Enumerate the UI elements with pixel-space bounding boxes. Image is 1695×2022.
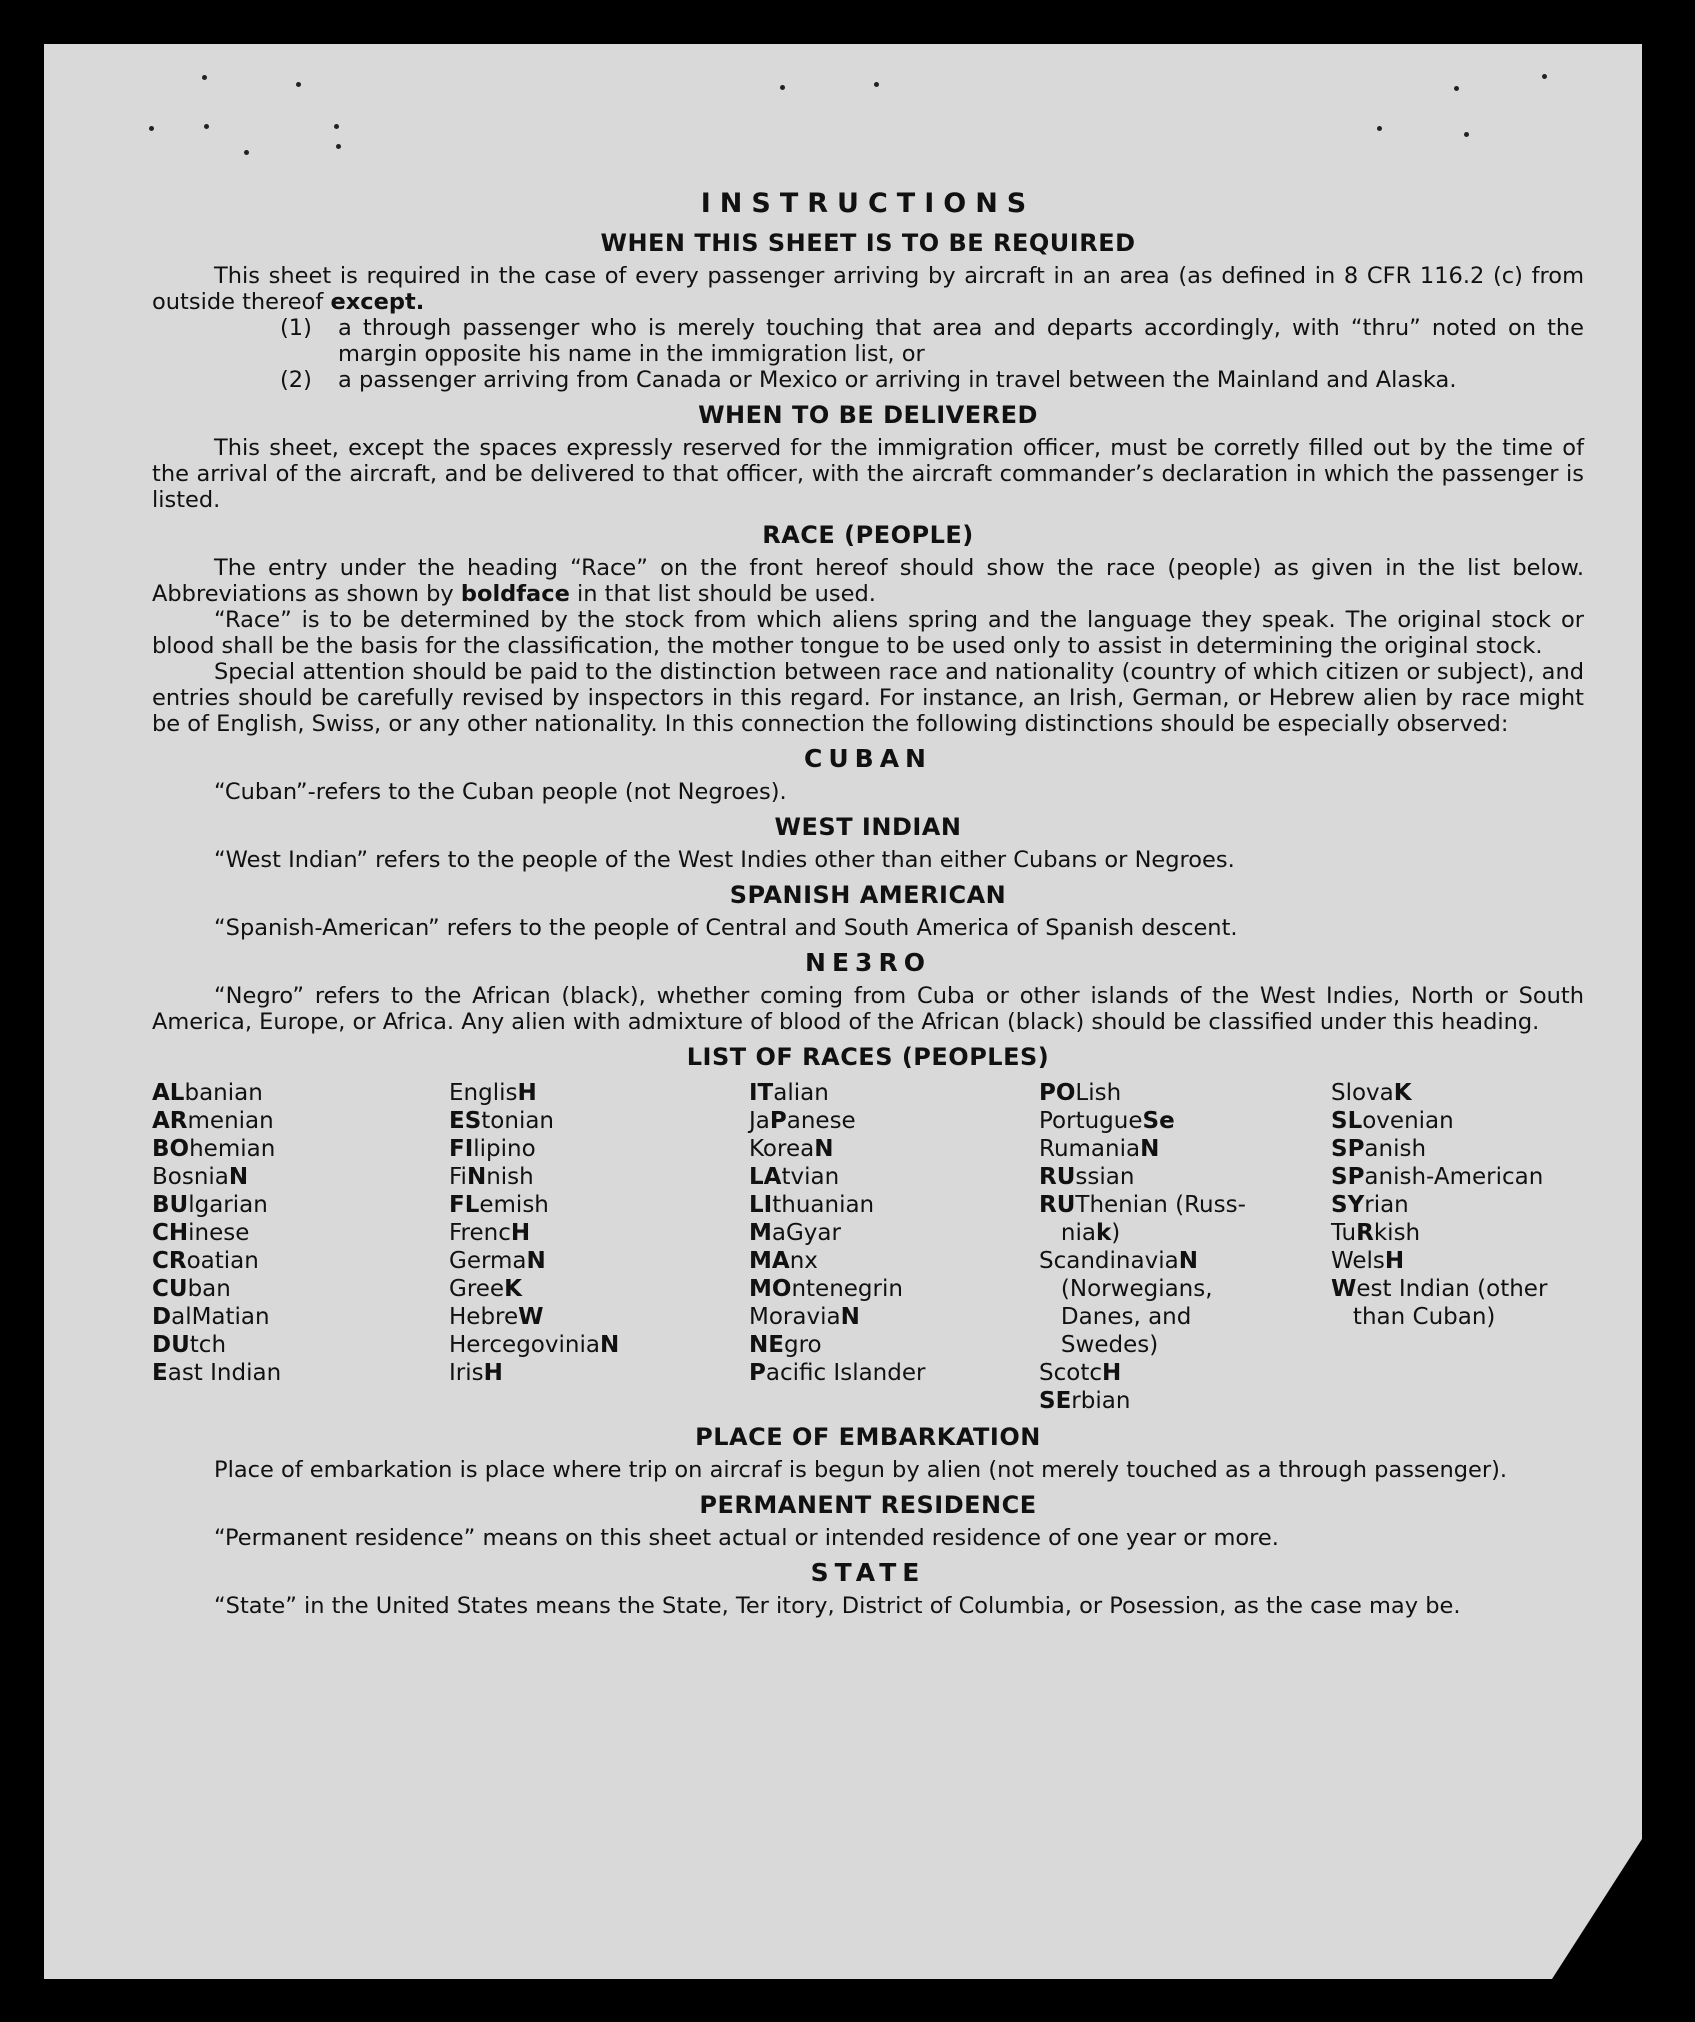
race-entry: FiNnish	[449, 1164, 534, 1190]
race-entry: DUtch	[152, 1332, 227, 1358]
race-entry: MoraviaN	[749, 1304, 860, 1330]
race-entry: NEgro	[749, 1332, 822, 1358]
speck	[1542, 74, 1547, 79]
speck	[1454, 86, 1459, 91]
race-column	[152, 1079, 449, 1415]
race-entry: GreeK	[449, 1276, 522, 1302]
list-item: (1) a through passenger who is merely touching that area and departs accordingly, with “thru” noted on the margin opposite his name in the immigration list, or	[280, 315, 1584, 367]
paragraph: Special attention should be paid to the distinction between race and nationality (country of which citizen or subject), and entries should be carefully revised by inspectors in this regard. For instance, an Irish, German, or Hebrew alien by race might be of English, Swiss, or any other nationality. In this connection the following distinctions should be especially observed:	[152, 659, 1584, 737]
race-entry: LAtvian	[749, 1164, 840, 1190]
paragraph: “Permanent residence” means on this sheet actual or intended residence of one year or more.	[214, 1525, 1279, 1551]
paragraph: “Spanish-American” refers to the people of Central and South America of Spanish descent.	[214, 915, 1238, 941]
speck	[780, 85, 785, 90]
race-entry: HercegoviniaN	[449, 1332, 620, 1358]
race-entry: JaPanese	[749, 1108, 856, 1134]
section-heading: PLACE OF EMBARKATION	[695, 1423, 1041, 1451]
section-heading: WHEN TO BE DELIVERED	[698, 401, 1038, 429]
speck	[149, 126, 154, 131]
section-heading: WHEN THIS SHEET IS TO BE REQUIRED	[600, 229, 1136, 257]
race-entry: RUThenian (Russ-	[1039, 1192, 1246, 1218]
race-entry: ALbanian	[152, 1080, 263, 1106]
paragraph: “State” in the United States means the State, Ter itory, District of Columbia, or Posession, as the case may be.	[214, 1593, 1461, 1619]
section-heading: NE3RO	[805, 948, 931, 977]
race-entry: FIlipino	[449, 1136, 536, 1162]
race-entry: FLemish	[449, 1192, 549, 1218]
paragraph: “Race” is to be determined by the stock from which aliens spring and the language they speak. The original stock or blood shall be the basis for the classification, the mother tongue to be used only to assist in determining the original stock.	[152, 607, 1584, 659]
race-entry: POLish	[1039, 1080, 1122, 1106]
race-entry: CRoatian	[152, 1248, 259, 1274]
section-heading: RACE (PEOPLE)	[762, 521, 974, 549]
race-entry: BUlgarian	[152, 1192, 268, 1218]
speck	[1464, 132, 1469, 137]
speck	[874, 82, 879, 87]
race-entry: MOntenegrin	[749, 1276, 903, 1302]
race-column	[449, 1079, 749, 1415]
race-entry: PortugueSe	[1039, 1108, 1175, 1134]
section-heading: WEST INDIAN	[774, 813, 962, 841]
section-heading: PERMANENT RESIDENCE	[699, 1491, 1037, 1519]
folded-corner	[1552, 1839, 1642, 1979]
race-column	[1039, 1079, 1331, 1415]
race-entry: LIthuanian	[749, 1192, 875, 1218]
race-entry: West Indian (other	[1331, 1276, 1548, 1302]
paragraph: This sheet, except the spaces expressly reserved for the immigration officer, must be corretly filled out by the time of the arrival of the aircraft, and be delivered to that officer, with the aircraft commander’s declaration in which the passenger is listed.	[152, 435, 1584, 513]
race-entry: ITalian	[749, 1080, 829, 1106]
race-entry: DalMatian	[152, 1304, 270, 1330]
race-entry: SPanish	[1331, 1136, 1427, 1162]
race-entry: WelsH	[1331, 1248, 1405, 1274]
instructions-content	[152, 187, 1584, 1619]
race-entry: (Norwegians,	[1039, 1276, 1213, 1302]
race-entry: HebreW	[449, 1304, 544, 1330]
race-entry: ScotcH	[1039, 1360, 1122, 1386]
list-item: (2) a passenger arriving from Canada or Mexico or arriving in travel between the Mainland and Alaska.	[280, 367, 1457, 393]
race-entry: niak)	[1039, 1220, 1121, 1246]
race-entry: SErbian	[1039, 1388, 1131, 1414]
race-entry: SlovaK	[1331, 1080, 1412, 1106]
section-heading: STATE	[810, 1558, 926, 1587]
paragraph: “Cuban”-refers to the Cuban people (not Negroes).	[214, 779, 787, 805]
race-entry: TuRkish	[1331, 1220, 1421, 1246]
speck	[204, 124, 209, 129]
exception-list	[280, 315, 1584, 393]
race-column	[749, 1079, 1039, 1415]
race-entry: ScandinaviaN	[1039, 1248, 1198, 1274]
race-entry: BosniaN	[152, 1164, 249, 1190]
race-entry: Pacific Islander	[749, 1360, 926, 1386]
race-entry: BOhemian	[152, 1136, 276, 1162]
race-entry: SYrian	[1331, 1192, 1409, 1218]
speck	[1377, 126, 1382, 131]
race-list	[152, 1079, 1584, 1415]
speck	[202, 75, 207, 80]
section-heading: LIST OF RACES (PEOPLES)	[686, 1043, 1050, 1071]
race-entry: IrisH	[449, 1360, 503, 1386]
race-entry: EStonian	[449, 1108, 555, 1134]
paragraph: “Negro” refers to the African (black), whether coming from Cuba or other islands of the West Indies, North or South America, Europe, or Africa. Any alien with admixture of blood of the African (black) should be classified under this heading.	[152, 983, 1584, 1035]
race-entry: SPanish-American	[1331, 1164, 1544, 1190]
race-entry: MAnx	[749, 1248, 818, 1274]
race-entry: GermaN	[449, 1248, 546, 1274]
document-sheet	[44, 44, 1642, 1979]
speck	[244, 150, 249, 155]
section-heading: SPANISH AMERICAN	[729, 881, 1007, 909]
race-entry: Danes, and	[1039, 1304, 1192, 1330]
speck	[334, 124, 339, 129]
race-entry: CUban	[152, 1276, 231, 1302]
speck	[296, 82, 301, 87]
paragraph: Place of embarkation is place where trip on aircraf is begun by alien (not merely touched as a through passenger).	[214, 1457, 1508, 1483]
race-entry: FrencH	[449, 1220, 531, 1246]
race-entry: Swedes)	[1039, 1332, 1159, 1358]
race-entry: ARmenian	[152, 1108, 274, 1134]
race-entry: EnglisH	[449, 1080, 537, 1106]
section-heading: CUBAN	[804, 744, 932, 773]
page-title: INSTRUCTIONS	[700, 188, 1036, 219]
race-entry: than Cuban)	[1331, 1304, 1496, 1330]
race-column	[1331, 1079, 1584, 1415]
race-entry: KoreaN	[749, 1136, 834, 1162]
race-entry: East Indian	[152, 1360, 282, 1386]
race-entry: CHinese	[152, 1220, 250, 1246]
paragraph: “West Indian” refers to the people of the West Indies other than either Cubans or Negroes.	[214, 847, 1235, 873]
race-entry: SLovenian	[1331, 1108, 1454, 1134]
speck	[336, 144, 341, 149]
paragraph: This sheet is required in the case of every passenger arriving by aircraft in an area (as defined in 8 CFR 116.2 (c) from outside thereof except.	[152, 263, 1584, 315]
paragraph: The entry under the heading “Race” on the front hereof should show the race (people) as given in the list below. Abbreviations as shown by boldface in that list should be used.	[152, 555, 1584, 607]
race-entry: MaGyar	[749, 1220, 841, 1246]
race-entry: RUssian	[1039, 1164, 1135, 1190]
race-entry: RumaniaN	[1039, 1136, 1160, 1162]
